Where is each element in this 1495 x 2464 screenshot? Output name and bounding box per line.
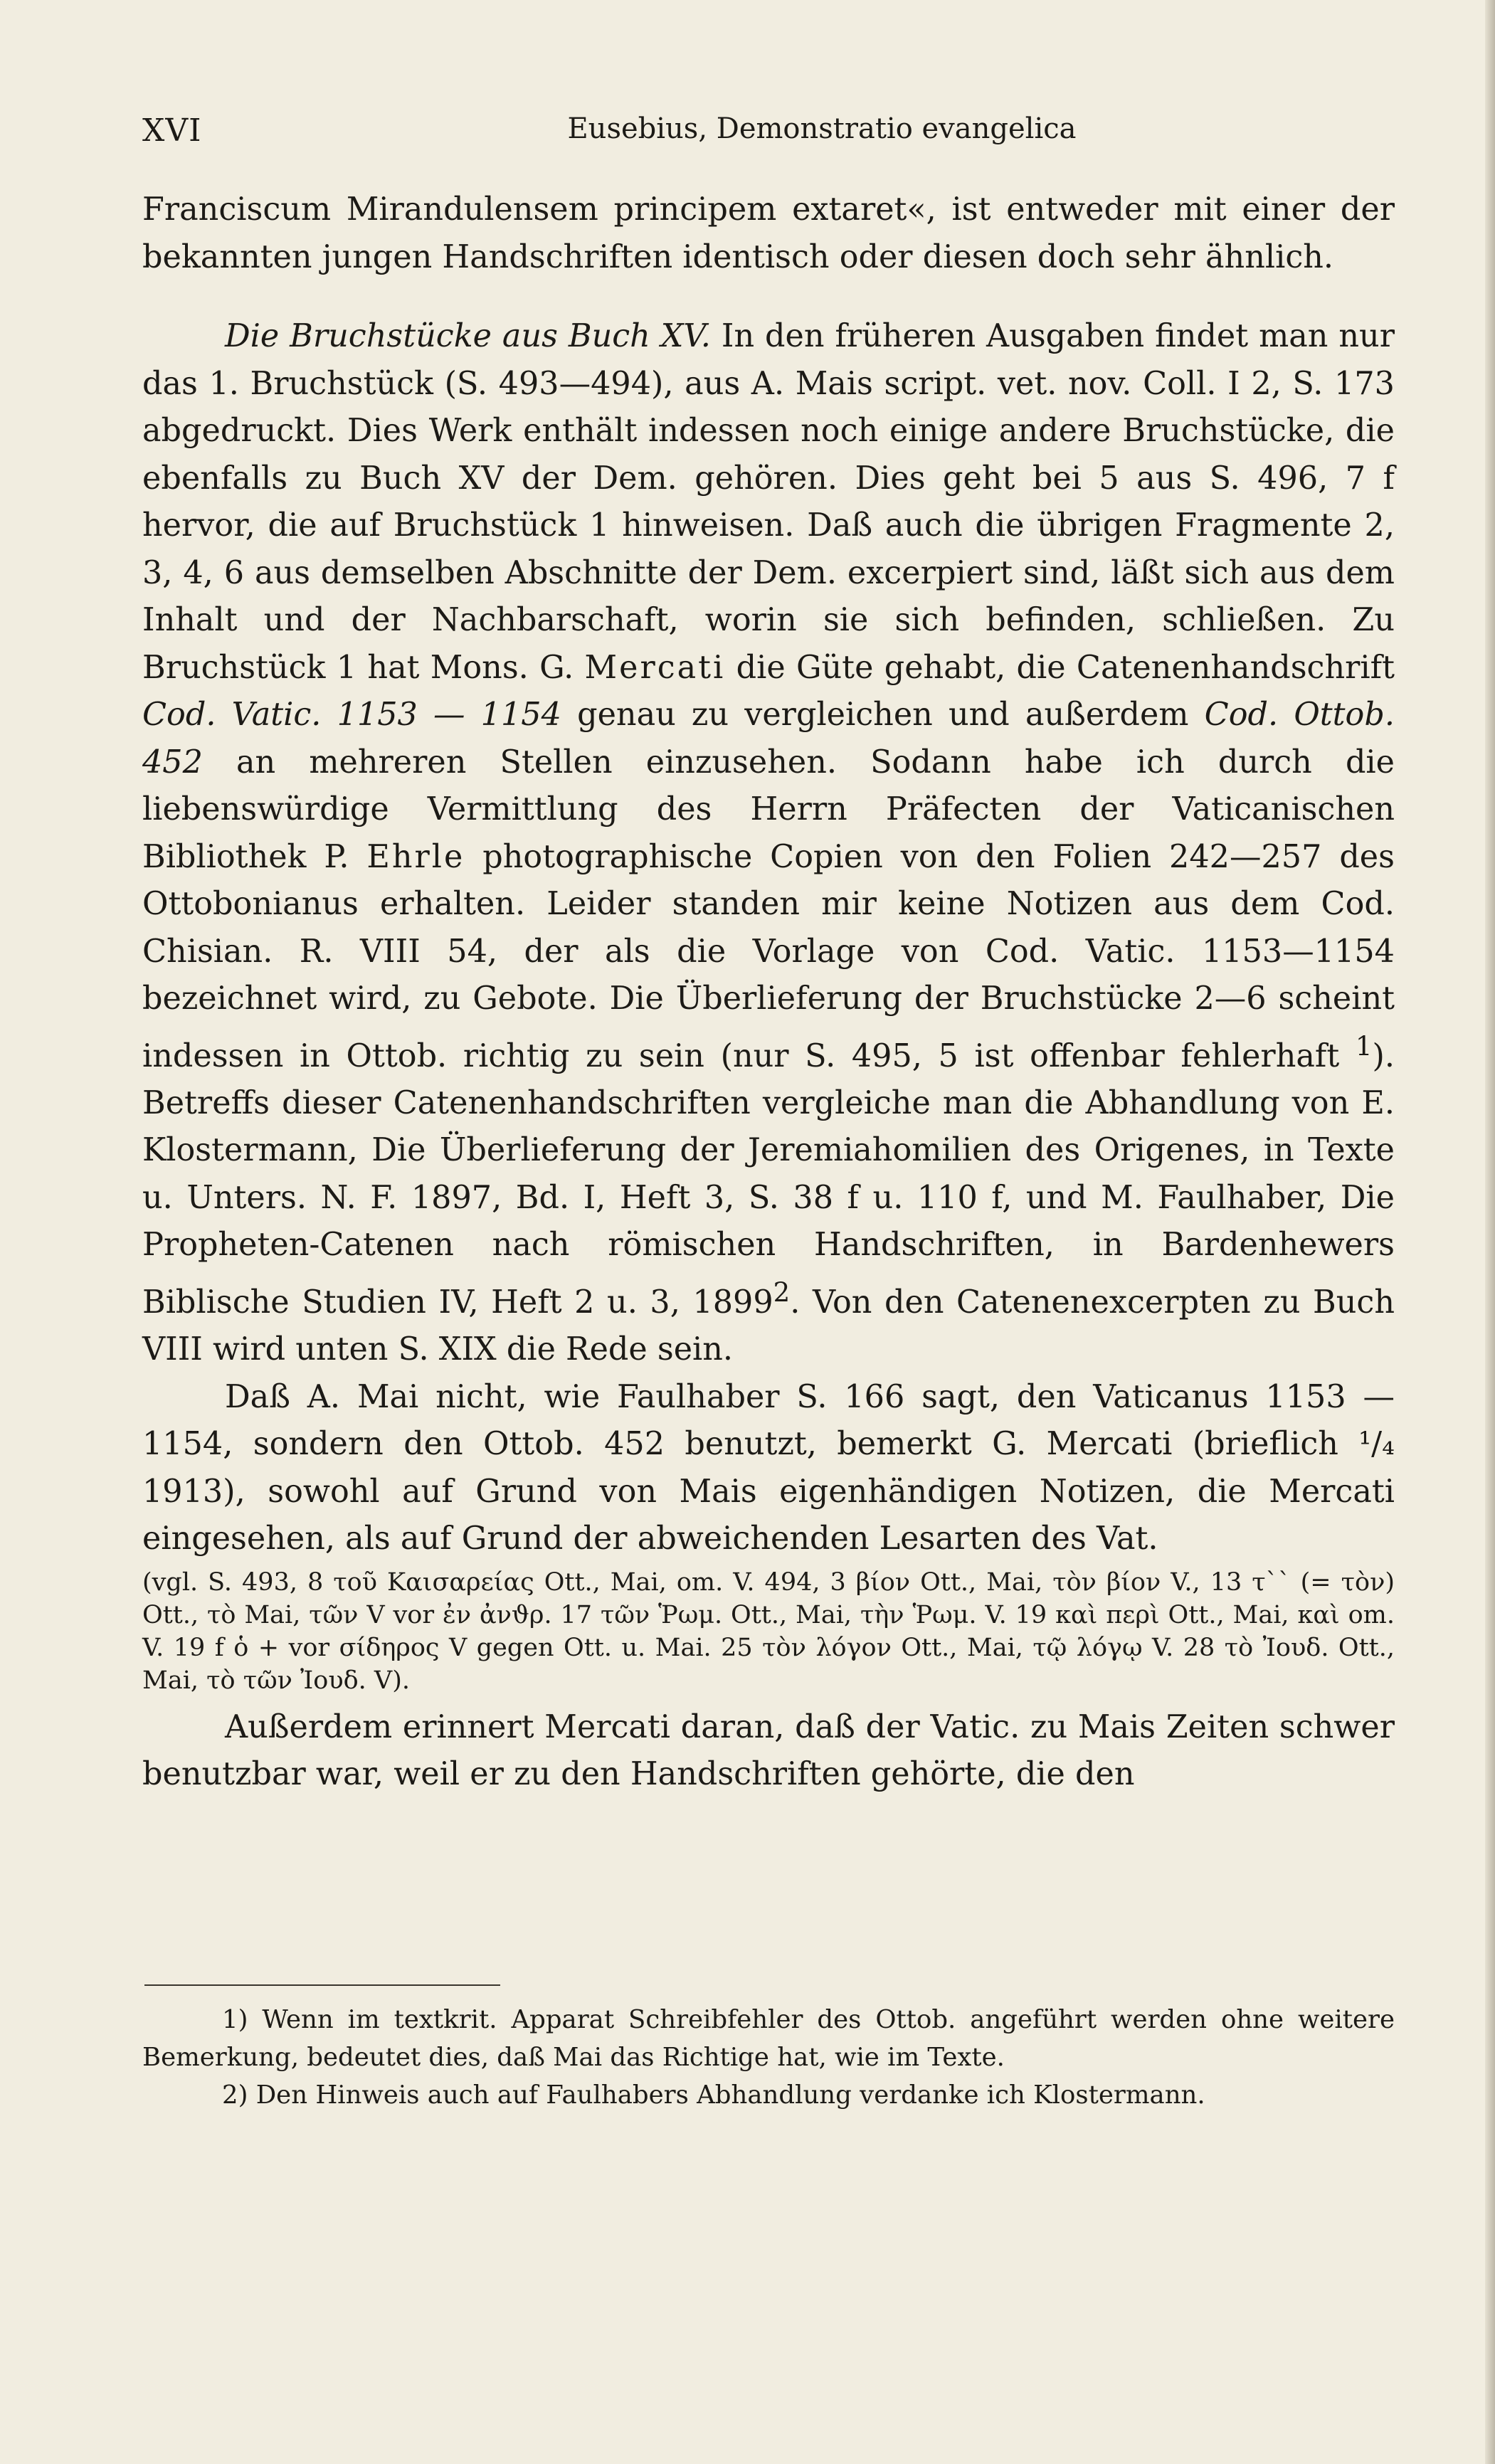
footnote-1: 1) Wenn im textkrit. Apparat Schreibfehler des Ottob. angeführt werden ohne weitere Bemerkung, bedeutet dies, daß Mai das Richtige hat, wie im Texte. [142,2005,1395,2072]
footnote-ref-1: 1 [1355,1030,1373,1062]
footnote-rule [144,1984,500,1986]
paragraph-1: Franciscum Mirandulensem principem extaret«, ist entweder mit einer der bekannten jungen Handschriften identisch oder diesen doch sehr ähnlich. [142,191,1395,275]
name-ehrle: Ehrle [366,838,465,875]
codex-vatic: Cod. Vatic. 1153 — 1154 [142,697,561,733]
footnote-ref-2: 2 [773,1276,791,1308]
paragraph-2: Die Bruchstücke aus Buch XV. In den früheren Ausgaben findet man nur das 1. Bruchstück (S. 493—494), aus A. Mais script. vet. nov. Coll. I 2, S. 173 abgedruckt. Dies Werk enthält indessen noch einige andere Bruchstücke, die ebenfalls zu Buch XV der Dem. gehören. Dies geht bei 5 aus S. 496, 7 f hervor, die auf Bruchstück 1 hinweisen. Daß auch die übrigen Fragmente 2, 3, 4, 6 aus demselben Abschnitte der Dem. excerpiert sind, läßt sich aus dem Inhalt und der Nachbarschaft, worin sie sich befinden, schließen. Zu Bruchstück 1 hat Mons. G. Mercati die Güte gehabt, die Catenenhandschrift Cod. Vatic. 1153 — 1154 genau zu vergleichen und außerdem Cod. Ottob. 452 an mehreren Stellen einzusehen. Sodann habe ich durch die liebenswürdige Vermittlung des Herrn Präfecten der Vaticanischen Bibliothek P. Ehrle photographische Copien von den Folien 242—257 des Ottobonianus erhalten. Leider standen mir keine Notizen aus dem Cod. Chisian. R. VIII 54, der als die Vorlage von Cod. Vatic. 1153—1154 bezeichnet wird, zu Gebote. Die Überlieferung der Bruchstücke 2—6 scheint indessen in Ottob. richtig zu sein (nur S. 495, 5 ist offenbar fehlerhaft $^1$). Betreffs dieser Catenenhandschriften vergleiche man die Abhandlung von E. Klostermann, Die Überlieferung der Jeremiahomilien des Origenes, in Texte u. Unters. N. F. 1897, Bd. I, Heft 3, S. 38 f u. 110 f, und M. Faulhaber, Die Propheten-Catenen nach römischen Handschriften, in Bardenhewers Biblische Studien IV, Heft 2 u. 3, 1899$^2$. Von den Catenenexcerpten zu Buch VIII wird unten S. XIX die Rede sein. [142,318,1395,1368]
paragraph-5: Außerdem erinnert Mercati daran, daß der Vatic. zu Mais Zeiten schwer benutzbar war, weil er zu den Handschriften gehörte, die den [142,1708,1395,1793]
running-title: Eusebius, Demonstratio evangelica [567,112,1077,145]
page-header [142,112,1395,155]
page-edge [1485,0,1495,2464]
codex-ottob: Cod. Ottob. 452 [142,697,1395,781]
paragraph-3: Daß A. Mai nicht, wie Faulhaber S. 166 sagt, den Vaticanus 1153 — 1154, sondern den Ottob. 452 benutzt, bemerkt G. Mercati (brieflich ¹/₄ 1913), sowohl auf Grund von Mais eigenhändigen Notizen, die Mercati eingesehen, als auf Grund der abweichenden Lesarten des Vat. [142,1378,1395,1558]
page-number: XVI [142,112,202,149]
footnote-2: 2) Den Hinweis auch auf Faulhabers Abhandlung verdanke ich Klostermann. [222,2080,1205,2110]
main-text [142,186,1395,1799]
section-heading: Die Bruchstücke aus Buch XV. [225,318,711,354]
name-mercati: Mercati [584,649,726,686]
footnotes [142,2001,1395,2114]
variant-readings: (vgl. S. 493, 8 τοῦ Καισαρείας Ott., Mai, om. V. 494, 3 βίον Ott., Mai, τὸν βίον V., 13 τ`` (= τὸν) Ott., τὸ Mai, τῶν V vor ἐν ἀνϑρ. 17 τῶν Ῥωμ. Ott., Mai, τὴν Ῥωμ. V. 19 καὶ περὶ Ott., Mai, καὶ om. V. 19 f ὁ + vor σίδηρος V gegen Ott. u. Mai. 25 τὸν λόγον Ott., Mai, τῷ λόγῳ V. 28 τὸ Ἰουδ. Ott., Mai, τὸ τῶν Ἰουδ. V). [142,1567,1395,1695]
